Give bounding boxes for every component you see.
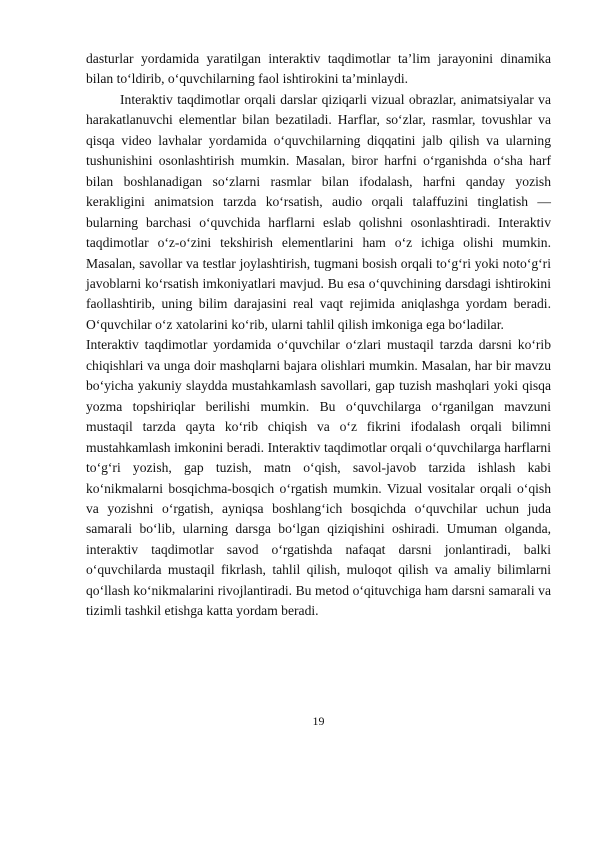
paragraph-continued: dasturlar yordamida yaratilgan interaktiv taqdimotlar ta’lim jarayonini dinamika bilan to‘ldirib, o‘quvchilarning faol ishtirokini ta’minlaydi. xyxy=(86,51,551,87)
body-text xyxy=(86,49,551,622)
paragraph-independent-learning: Interaktiv taqdimotlar yordamida o‘quvchilar o‘zlari mustaqil tarzda darsni ko‘rib chiqishlari va unga doir mashqlarni bajara olishlari mumkin. Masalan, har bir mavzu bo‘yicha yakuniy slaydda mustahkamlash savollari, gap tuzish mashqlari yoki qisqa yozma topshiriqlar berilishi mumkin. Bu o‘quvchilarga o‘rganilgan mavzuni mustaqil tarzda qayta ko‘rib chiqish va o‘z fikrini ifodalash orqali bilimni mustahkamlash imkonini beradi. Interaktiv taqdimotlar orqali o‘quvchilarga harflarni to‘g‘ri yozish, gap tuzish, matn o‘qish, savol-javob tarzida ishlash kabi ko‘nikmalarni bosqichma-bosqich o‘rgatish mumkin. Vizual vositalar orqali o‘qish va yozishni o‘rgatish, ayniqsa boshlang‘ich bosqichda o‘quvchilar uchun juda samarali bo‘lib, ularning darsga bo‘lgan qiziqishini oshiradi. Umuman olganda, interaktiv taqdimotlar savod o‘rgatishda nafaqat darsni jonlantiradi, balki o‘quvchilarda mustaqil fikrlash, tahlil qilish, muloqot qilish va amaliy bilimlarni qo‘llash ko‘nikmalarini rivojlantiradi. Bu metod o‘qituvchiga ham darsni samarali va tizimli tashkil etishga katta yordam beradi. xyxy=(86,337,551,619)
page-number: 19 xyxy=(312,714,325,728)
paragraph-interactive-visuals: Interaktiv taqdimotlar orqali darslar qiziqarli vizual obrazlar, animatsiyalar va harakatlanuvchi elementlar bilan bezatiladi. Harflar, so‘zlar, rasmlar, tovushlar va qisqa video lavhalar yordamida o‘quvchilarning diqqatini jalb qilish va ularning tushunishini osonlashtirish mumkin. Masalan, biror harfni o‘rganishda o‘sha harf bilan boshlanadigan so‘zlarni rasmlar bilan ifodalash, harfni qanday yozish kerakligini animatsion tarzda ko‘rsatish, audio orqali talaffuzini tinglatish — bularning barchasi o‘quvchida harflarni eslab qolishni osonlashtiradi. Interaktiv taqdimotlar o‘z-o‘zini tekshirish elementlarini ham o‘z ichiga olishi mumkin. Masalan, savollar va testlar joylashtirish, tugmani bosish orqali to‘g‘ri yoki noto‘g‘ri javoblarni ko‘rsatish imkoniyatlari mavjud. Bu esa o‘quvchining darsdagi ishtirokini faollashtirib, uning bilim darajasini real vaqt rejimida aniqlashga yordam beradi. O‘quvchilar o‘z xatolarini ko‘rib, ularni tahlil qilish imkoniga ega bo‘ladilar. xyxy=(86,91,551,332)
